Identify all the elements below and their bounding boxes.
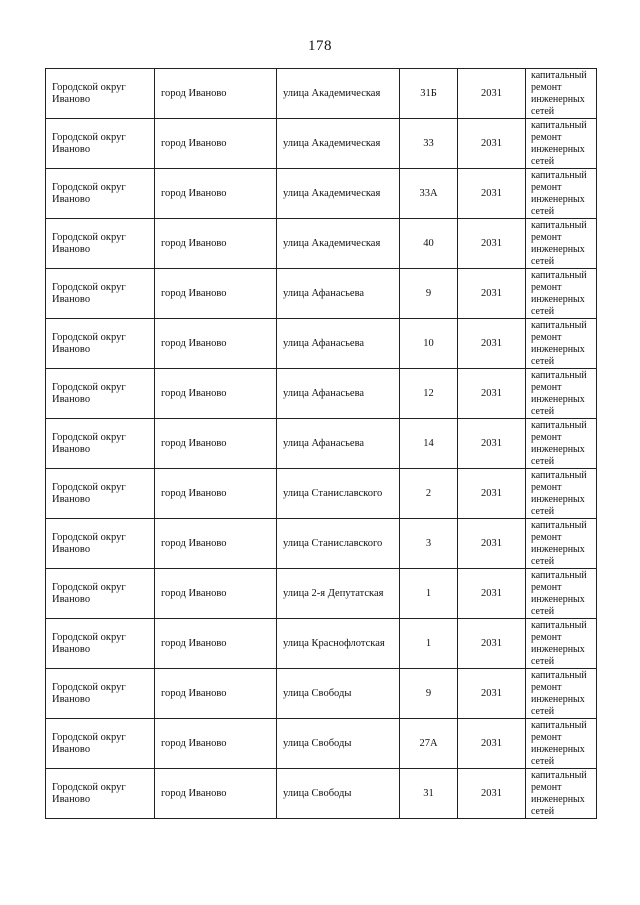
city-cell: город Иваново — [155, 569, 277, 619]
city-cell: город Иваново — [155, 669, 277, 719]
street-cell: улица Афанасьева — [277, 419, 400, 469]
street-cell: улица Свободы — [277, 669, 400, 719]
city-cell: город Иваново — [155, 319, 277, 369]
work-type-cell: капитальный ремонт инженерных сетей — [526, 769, 597, 819]
year-cell: 2031 — [458, 219, 526, 269]
table-row — [46, 519, 597, 569]
house-number-cell: 27А — [400, 719, 458, 769]
house-number-cell: 10 — [400, 319, 458, 369]
registry-table-body — [46, 69, 597, 819]
city-cell: город Иваново — [155, 619, 277, 669]
table-row — [46, 119, 597, 169]
work-type-cell: капитальный ремонт инженерных сетей — [526, 319, 597, 369]
city-cell: город Иваново — [155, 119, 277, 169]
district-cell: Городской округ Иваново — [46, 219, 155, 269]
table-row — [46, 569, 597, 619]
house-number-cell: 1 — [400, 569, 458, 619]
city-cell: город Иваново — [155, 469, 277, 519]
table-row — [46, 269, 597, 319]
work-type-cell: капитальный ремонт инженерных сетей — [526, 69, 597, 119]
district-cell: Городской округ Иваново — [46, 319, 155, 369]
street-cell: улица Академическая — [277, 69, 400, 119]
year-cell: 2031 — [458, 369, 526, 419]
district-cell: Городской округ Иваново — [46, 419, 155, 469]
street-cell: улица 2-я Депутатская — [277, 569, 400, 619]
table-row — [46, 319, 597, 369]
city-cell: город Иваново — [155, 369, 277, 419]
table-row — [46, 169, 597, 219]
street-cell: улица Свободы — [277, 719, 400, 769]
house-number-cell: 40 — [400, 219, 458, 269]
house-number-cell: 33А — [400, 169, 458, 219]
work-type-cell: капитальный ремонт инженерных сетей — [526, 219, 597, 269]
house-number-cell: 14 — [400, 419, 458, 469]
district-cell: Городской округ Иваново — [46, 569, 155, 619]
table-row — [46, 419, 597, 469]
table-row — [46, 619, 597, 669]
house-number-cell: 9 — [400, 669, 458, 719]
street-cell: улица Станиславского — [277, 519, 400, 569]
work-type-cell: капитальный ремонт инженерных сетей — [526, 669, 597, 719]
city-cell: город Иваново — [155, 769, 277, 819]
district-cell: Городской округ Иваново — [46, 369, 155, 419]
year-cell: 2031 — [458, 419, 526, 469]
table-row — [46, 219, 597, 269]
registry-table — [45, 68, 597, 819]
house-number-cell: 31 — [400, 769, 458, 819]
year-cell: 2031 — [458, 769, 526, 819]
street-cell: улица Свободы — [277, 769, 400, 819]
district-cell: Городской округ Иваново — [46, 669, 155, 719]
year-cell: 2031 — [458, 319, 526, 369]
year-cell: 2031 — [458, 469, 526, 519]
table-row — [46, 719, 597, 769]
street-cell: улица Академическая — [277, 169, 400, 219]
table-row — [46, 69, 597, 119]
street-cell: улица Афанасьева — [277, 319, 400, 369]
year-cell: 2031 — [458, 669, 526, 719]
work-type-cell: капитальный ремонт инженерных сетей — [526, 619, 597, 669]
work-type-cell: капитальный ремонт инженерных сетей — [526, 119, 597, 169]
district-cell: Городской округ Иваново — [46, 769, 155, 819]
work-type-cell: капитальный ремонт инженерных сетей — [526, 719, 597, 769]
city-cell: город Иваново — [155, 419, 277, 469]
year-cell: 2031 — [458, 519, 526, 569]
street-cell: улица Афанасьева — [277, 369, 400, 419]
house-number-cell: 33 — [400, 119, 458, 169]
street-cell: улица Краснофлотская — [277, 619, 400, 669]
district-cell: Городской округ Иваново — [46, 719, 155, 769]
city-cell: город Иваново — [155, 169, 277, 219]
street-cell: улица Станиславского — [277, 469, 400, 519]
house-number-cell: 2 — [400, 469, 458, 519]
city-cell: город Иваново — [155, 719, 277, 769]
table-row — [46, 469, 597, 519]
year-cell: 2031 — [458, 169, 526, 219]
district-cell: Городской округ Иваново — [46, 619, 155, 669]
work-type-cell: капитальный ремонт инженерных сетей — [526, 169, 597, 219]
work-type-cell: капитальный ремонт инженерных сетей — [526, 419, 597, 469]
year-cell: 2031 — [458, 269, 526, 319]
year-cell: 2031 — [458, 719, 526, 769]
table-row — [46, 669, 597, 719]
city-cell: город Иваново — [155, 69, 277, 119]
house-number-cell: 31Б — [400, 69, 458, 119]
house-number-cell: 12 — [400, 369, 458, 419]
street-cell: улица Академическая — [277, 119, 400, 169]
table-row — [46, 769, 597, 819]
work-type-cell: капитальный ремонт инженерных сетей — [526, 469, 597, 519]
district-cell: Городской округ Иваново — [46, 269, 155, 319]
district-cell: Городской округ Иваново — [46, 469, 155, 519]
district-cell: Городской округ Иваново — [46, 69, 155, 119]
city-cell: город Иваново — [155, 519, 277, 569]
city-cell: город Иваново — [155, 269, 277, 319]
house-number-cell: 3 — [400, 519, 458, 569]
street-cell: улица Афанасьева — [277, 269, 400, 319]
year-cell: 2031 — [458, 619, 526, 669]
house-number-cell: 1 — [400, 619, 458, 669]
year-cell: 2031 — [458, 569, 526, 619]
work-type-cell: капитальный ремонт инженерных сетей — [526, 269, 597, 319]
district-cell: Городской округ Иваново — [46, 519, 155, 569]
district-cell: Городской округ Иваново — [46, 119, 155, 169]
house-number-cell: 9 — [400, 269, 458, 319]
work-type-cell: капитальный ремонт инженерных сетей — [526, 519, 597, 569]
table-row — [46, 369, 597, 419]
year-cell: 2031 — [458, 69, 526, 119]
year-cell: 2031 — [458, 119, 526, 169]
page-number: 178 — [308, 38, 332, 54]
work-type-cell: капитальный ремонт инженерных сетей — [526, 369, 597, 419]
district-cell: Городской округ Иваново — [46, 169, 155, 219]
street-cell: улица Академическая — [277, 219, 400, 269]
city-cell: город Иваново — [155, 219, 277, 269]
work-type-cell: капитальный ремонт инженерных сетей — [526, 569, 597, 619]
